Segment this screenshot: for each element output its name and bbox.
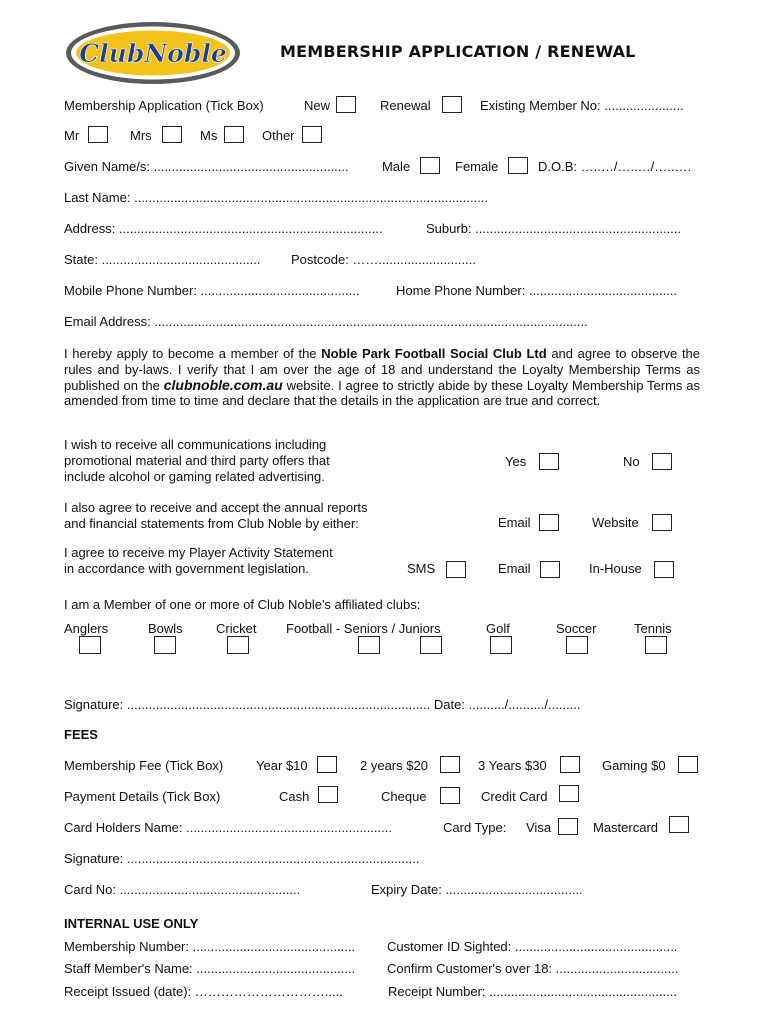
renewal-checkbox[interactable] bbox=[442, 96, 462, 113]
declaration-text-2: and agree to observe the rules and by-laws. I verify that I am over the age of 18 and understand the Loyalty Membership Terms as published on the bbox=[64, 346, 701, 393]
activity-email-label: Email bbox=[498, 561, 531, 576]
address-field[interactable]: Address: ......................................................................... bbox=[64, 221, 383, 236]
last-name-field[interactable]: Last Name: .................................................................................................. bbox=[64, 190, 489, 205]
visa-label: Visa bbox=[526, 820, 552, 835]
email-address-field[interactable]: Email Address: ........................................................................................................................ bbox=[64, 314, 588, 329]
activity-email-checkbox[interactable] bbox=[540, 561, 560, 578]
membership-number-field[interactable]: Membership Number: ............................................. bbox=[64, 939, 356, 954]
fee-year-label: Year $10 bbox=[256, 758, 308, 773]
payment-details-label: Payment Details (Tick Box) bbox=[64, 789, 221, 804]
mr-checkbox[interactable] bbox=[88, 126, 108, 143]
reports-email-checkbox[interactable] bbox=[539, 514, 559, 531]
comms-no-label: No bbox=[623, 454, 640, 469]
activity-sms-checkbox[interactable] bbox=[446, 561, 466, 578]
membership-fee-label: Membership Fee (Tick Box) bbox=[64, 758, 224, 773]
fee-gaming-checkbox[interactable] bbox=[678, 756, 698, 773]
reports-email-label: Email bbox=[498, 515, 531, 530]
suburb-field[interactable]: Suburb: ......................................................... bbox=[426, 221, 682, 236]
payment-signature-field[interactable]: Signature: ................................................................................. bbox=[64, 851, 420, 866]
expiry-date-field[interactable]: Expiry Date: ...................................... bbox=[371, 882, 583, 897]
payment-cash-checkbox[interactable] bbox=[318, 786, 338, 803]
club-football-juniors-checkbox[interactable] bbox=[420, 636, 442, 654]
reports-line-1: I also agree to receive and accept the annual reports bbox=[64, 500, 368, 515]
activity-line-1: I agree to receive my Player Activity Statement bbox=[64, 545, 333, 560]
existing-member-no-field[interactable]: Existing Member No: ...................... bbox=[480, 98, 684, 113]
receipt-number-field[interactable]: Receipt Number: .................................................... bbox=[388, 984, 677, 999]
male-checkbox[interactable] bbox=[420, 157, 440, 174]
activity-inhouse-checkbox[interactable] bbox=[654, 561, 674, 578]
card-holders-name-field[interactable]: Card Holders Name: ......................................................... bbox=[64, 820, 392, 835]
ms-label: Ms bbox=[200, 128, 218, 143]
female-checkbox[interactable] bbox=[508, 157, 528, 174]
reports-consent-text bbox=[64, 500, 368, 532]
declaration-paragraph bbox=[64, 346, 700, 409]
club-bowls-label: Bowls bbox=[148, 621, 183, 636]
fee-two-years-label: 2 years $20 bbox=[360, 758, 428, 773]
visa-checkbox[interactable] bbox=[558, 818, 578, 835]
club-tennis-checkbox[interactable] bbox=[645, 636, 667, 654]
signature-date-field[interactable]: Signature: .................................................................................... Date: ........../........../......... bbox=[64, 697, 581, 712]
new-checkbox[interactable] bbox=[336, 96, 356, 113]
activity-inhouse-label: In-House bbox=[589, 561, 642, 576]
mrs-label: Mrs bbox=[130, 128, 152, 143]
customer-id-sighted-field[interactable]: Customer ID Sighted: ............................................. bbox=[387, 939, 678, 954]
dob-field[interactable]: D.O.B: …..…/…..…/…..…. bbox=[538, 159, 692, 174]
club-anglers-checkbox[interactable] bbox=[79, 636, 101, 654]
card-type-label: Card Type: bbox=[443, 820, 507, 835]
given-names-field[interactable]: Given Name/s: ...................................................... bbox=[64, 159, 349, 174]
comms-yes-label: Yes bbox=[505, 454, 527, 469]
affiliated-clubs-intro: I am a Member of one or more of Club Noble's affiliated clubs: bbox=[64, 597, 421, 612]
club-soccer-checkbox[interactable] bbox=[566, 636, 588, 654]
declaration-text-1: I hereby apply to become a member of the bbox=[64, 346, 322, 361]
application-type-label: Membership Application (Tick Box) bbox=[64, 98, 264, 113]
declaration-text-3: website. I agree to strictly abide by these Loyalty Membership Terms as amended from time to time and declare that the details in the application are true and correct. bbox=[64, 377, 700, 409]
staff-member-name-field[interactable]: Staff Member's Name: ............................................ bbox=[64, 961, 356, 976]
ms-checkbox[interactable] bbox=[224, 126, 244, 143]
reports-line-2: and financial statements from Club Noble by either: bbox=[64, 516, 359, 531]
club-bowls-checkbox[interactable] bbox=[154, 636, 176, 654]
payment-cash-label: Cash bbox=[279, 789, 310, 804]
club-noble-logo bbox=[64, 21, 242, 85]
activity-sms-label: SMS bbox=[407, 561, 436, 576]
state-field[interactable]: State: ............................................ bbox=[64, 252, 261, 267]
fee-year-checkbox[interactable] bbox=[317, 756, 337, 773]
receipt-issued-date-field[interactable]: Receipt Issued (date): …………………………..... bbox=[64, 984, 343, 999]
communications-line-1: I wish to receive all communications including bbox=[64, 437, 327, 452]
internal-use-heading: INTERNAL USE ONLY bbox=[64, 916, 199, 931]
club-soccer-label: Soccer bbox=[556, 621, 597, 636]
club-name: Noble Park Football Social Club Ltd bbox=[321, 346, 547, 361]
new-label: New bbox=[304, 98, 331, 113]
club-anglers-label: Anglers bbox=[64, 621, 109, 636]
svg-text:ClubNoble: ClubNoble bbox=[79, 39, 227, 68]
fee-three-years-label: 3 Years $30 bbox=[478, 758, 547, 773]
club-cricket-label: Cricket bbox=[216, 621, 257, 636]
club-tennis-label: Tennis bbox=[634, 621, 672, 636]
home-phone-field[interactable]: Home Phone Number: ......................................... bbox=[396, 283, 678, 298]
mobile-phone-field[interactable]: Mobile Phone Number: ............................................ bbox=[64, 283, 360, 298]
postcode-field[interactable]: Postcode: ……........................... bbox=[291, 252, 476, 267]
activity-statement-text bbox=[64, 545, 333, 577]
mrs-checkbox[interactable] bbox=[162, 126, 182, 143]
other-checkbox[interactable] bbox=[302, 126, 322, 143]
fee-gaming-label: Gaming $0 bbox=[602, 758, 666, 773]
communications-consent-text bbox=[64, 437, 330, 485]
renewal-label: Renewal bbox=[380, 98, 431, 113]
club-football-label: Football - Seniors / Juniors bbox=[286, 621, 441, 636]
club-cricket-checkbox[interactable] bbox=[227, 636, 249, 654]
activity-line-2: in accordance with government legislation. bbox=[64, 561, 309, 576]
fee-three-years-checkbox[interactable] bbox=[560, 756, 580, 773]
confirm-over-18-field[interactable]: Confirm Customer's over 18: .................................. bbox=[387, 961, 679, 976]
payment-cheque-label: Cheque bbox=[381, 789, 427, 804]
comms-no-checkbox[interactable] bbox=[652, 453, 672, 470]
mastercard-label: Mastercard bbox=[593, 820, 659, 835]
club-golf-label: Golf bbox=[486, 621, 510, 636]
reports-website-label: Website bbox=[592, 515, 639, 530]
payment-credit-card-checkbox[interactable] bbox=[559, 785, 579, 802]
female-label: Female bbox=[455, 159, 499, 174]
payment-cheque-checkbox[interactable] bbox=[440, 787, 460, 804]
other-label: Other bbox=[262, 128, 295, 143]
payment-credit-card-label: Credit Card bbox=[481, 789, 548, 804]
club-football-seniors-checkbox[interactable] bbox=[358, 636, 380, 654]
mr-label: Mr bbox=[64, 128, 80, 143]
mastercard-checkbox[interactable] bbox=[669, 816, 689, 833]
club-website: clubnoble.com.au bbox=[163, 376, 283, 393]
club-golf-checkbox[interactable] bbox=[490, 636, 512, 654]
comms-yes-checkbox[interactable] bbox=[539, 453, 559, 470]
fees-heading: FEES bbox=[64, 727, 98, 742]
communications-line-2: promotional material and third party offers that bbox=[64, 453, 330, 468]
male-label: Male bbox=[382, 159, 411, 174]
fee-two-years-checkbox[interactable] bbox=[440, 756, 460, 773]
form-title: MEMBERSHIP APPLICATION / RENEWAL bbox=[280, 42, 636, 61]
card-number-field[interactable]: Card No: .................................................. bbox=[64, 882, 301, 897]
reports-website-checkbox[interactable] bbox=[652, 514, 672, 531]
communications-line-3: include alcohol or gaming related advertising. bbox=[64, 469, 325, 484]
